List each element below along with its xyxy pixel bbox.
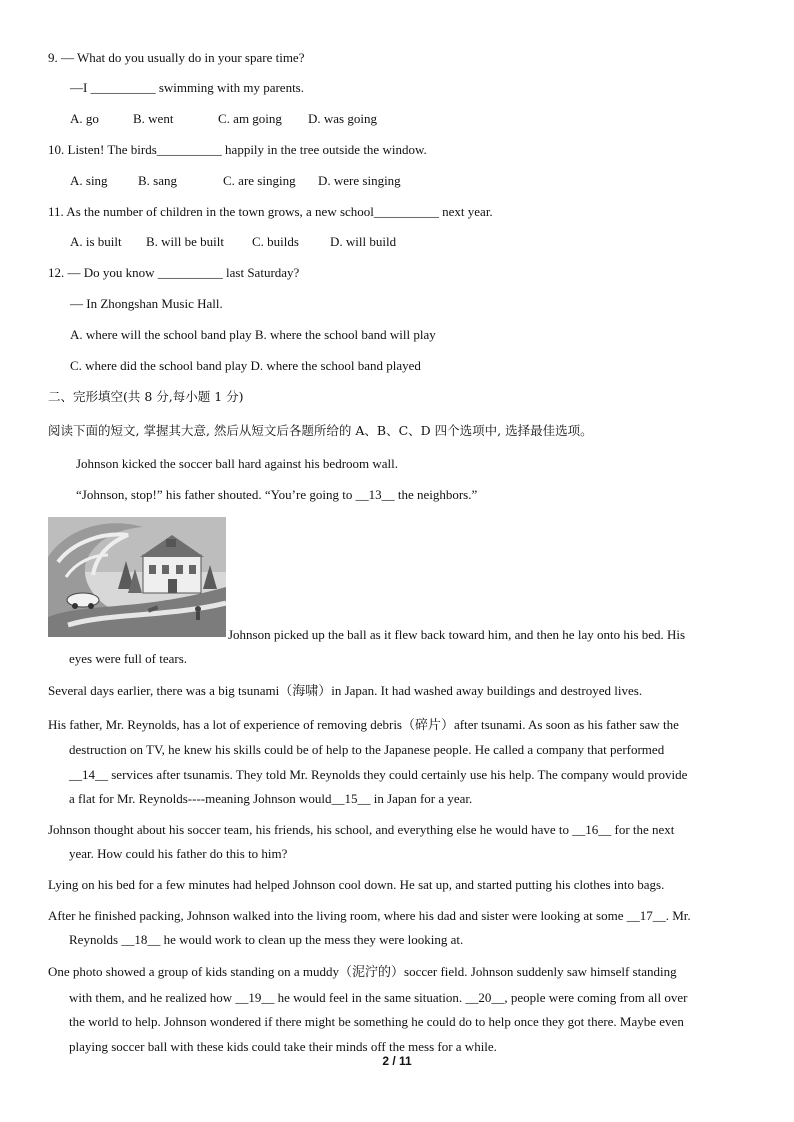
q9-stem: 9. — What do you usually do in your spare time? bbox=[48, 50, 305, 65]
tsunami-illustration bbox=[48, 517, 226, 637]
q11-option-a: A. is built bbox=[70, 234, 122, 249]
passage-p6-line-2: year. How could his father do this to him? bbox=[69, 846, 288, 861]
q11-option-d: D. will build bbox=[330, 234, 397, 249]
q10-option-b: B. sang bbox=[138, 173, 177, 188]
q10-option-a: A. sing bbox=[70, 173, 108, 188]
q12-stem: 12. — Do you know __________ last Saturday? bbox=[48, 265, 300, 280]
q9-option-b: B. went bbox=[133, 111, 174, 126]
passage-p9-line-1: One photo showed a group of kids standing on a muddy（泥泞的）soccer field. Johnson suddenly saw himself standing bbox=[48, 964, 677, 979]
passage-p9-line-4: playing soccer ball with these kids could take their minds off the mess for a while. bbox=[69, 1039, 497, 1054]
q10-options bbox=[70, 173, 401, 189]
passage-line-3b: eyes were full of tears. bbox=[69, 651, 188, 666]
q9-option-d: D. was going bbox=[308, 111, 377, 126]
q10-stem: 10. Listen! The birds__________ happily in the tree outside the window. bbox=[48, 142, 427, 157]
q11-option-c: C. builds bbox=[252, 234, 299, 249]
passage-p5-line-4: a flat for Mr. Reynolds----meaning Johnson would__15__ in Japan for a year. bbox=[69, 791, 473, 806]
passage-p8-line-2: Reynolds __18__ he would work to clean up the mess they were looking at. bbox=[69, 932, 464, 947]
q11-option-b: B. will be built bbox=[146, 234, 224, 249]
passage-p7: Lying on his bed for a few minutes had helped Johnson cool down. He sat up, and started putting his clothes into bags. bbox=[48, 877, 665, 892]
section-heading: 二、完形填空(共 8 分,每小题 1 分) bbox=[48, 389, 244, 404]
q12-options-cd: C. where did the school band play D. where the school band played bbox=[70, 358, 421, 373]
q11-stem: 11. As the number of children in the town grows, a new school__________ next year. bbox=[48, 204, 493, 219]
q12-reply: — In Zhongshan Music Hall. bbox=[70, 296, 223, 311]
q10-option-c: C. are singing bbox=[223, 173, 296, 188]
section-instruction: 阅读下面的短文, 掌握其大意, 然后从短文后各题所给的 A、B、C、D 四个选项中, 选择最佳选项。 bbox=[48, 423, 593, 438]
q9-options bbox=[70, 111, 377, 127]
q9-option-c: C. am going bbox=[218, 111, 282, 126]
passage-p5-line-2: destruction on TV, he knew his skills could be of help to the Japanese people. He called a company that performed bbox=[69, 742, 665, 757]
passage-line-1: Johnson kicked the soccer ball hard against his bedroom wall. bbox=[76, 456, 399, 471]
passage-p6-line-1: Johnson thought about his soccer team, his friends, his school, and everything else he would have to __16__ for the next bbox=[48, 822, 675, 837]
passage-line-4: Several days earlier, there was a big tsunami（海啸）in Japan. It had washed away buildings and destroyed lives. bbox=[48, 683, 643, 698]
passage-p9-line-3: the world to help. Johnson wondered if there might be something he could do to help once they got there. Maybe even bbox=[69, 1014, 684, 1029]
q9-option-a: A. go bbox=[70, 111, 99, 126]
q10-option-d: D. were singing bbox=[318, 173, 401, 188]
passage-line-3: Johnson picked up the ball as it flew back toward him, and then he lay onto his bed. His bbox=[228, 627, 686, 642]
passage-p5-line-3: __14__ services after tsunamis. They told Mr. Reynolds they could certainly use his help. The company would provide bbox=[69, 767, 688, 782]
passage-p8-line-1: After he finished packing, Johnson walked into the living room, where his dad and sister were looking at some __17__. Mr. bbox=[48, 908, 691, 923]
q12-options-ab: A. where will the school band play B. where the school band will play bbox=[70, 327, 436, 342]
passage-line-2: “Johnson, stop!” his father shouted. “You’re going to __13__ the neighbors.” bbox=[76, 487, 478, 502]
q11-options bbox=[70, 234, 396, 250]
page-number: 2 / 11 bbox=[382, 1054, 412, 1068]
passage-p5-line-1: His father, Mr. Reynolds, has a lot of experience of removing debris（碎片）after tsunami. As soon as his father saw the bbox=[48, 717, 679, 732]
q9-reply: —I __________ swimming with my parents. bbox=[70, 80, 304, 95]
passage-p9-line-2: with them, and he realized how __19__ he would feel in the same situation. __20__, people were coming from all over bbox=[69, 990, 688, 1005]
